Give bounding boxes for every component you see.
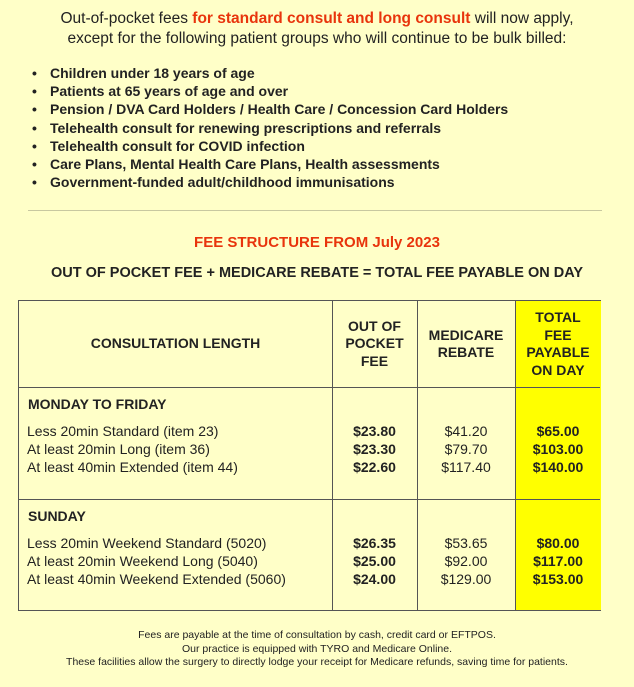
total-values: $80.00 $117.00 $153.00 — [532, 535, 584, 587]
fee-formula: OUT OF POCKET FEE + MEDICARE REBATE = TOTAL FEE PAYABLE ON DAY — [50, 265, 584, 281]
row-divider — [19, 387, 600, 388]
row-divider — [19, 499, 600, 500]
section-title-sunday: SUNDAY — [28, 508, 86, 524]
divider — [28, 210, 602, 211]
header-out-of-pocket-fee: OUT OF POCKET FEE — [345, 317, 404, 369]
out-of-pocket-values: $26.35 $25.00 $24.00 — [353, 535, 396, 587]
total-values: $65.00 $103.00 $140.00 — [532, 423, 584, 475]
intro-line-2: except for the following patient groups who will continue to be bulk billed: — [67, 30, 567, 47]
bullet-icon: • — [32, 83, 37, 100]
fee-structure-title: FEE STRUCTURE FROM July 2023 — [194, 234, 440, 251]
rebate-values: $41.20 $79.70 $117.40 — [441, 423, 491, 475]
list-item: • Care Plans, Mental Health Care Plans, Health assessments — [32, 156, 440, 173]
row-label: Less 20min Weekend Standard (5020) At least 20min Weekend Long (5040) At least 40min Weekend Extended (5060) — [27, 535, 286, 587]
rebate-values: $53.65 $92.00 $129.00 — [440, 535, 492, 587]
out-of-pocket-values: $23.80 $23.30 $22.60 — [353, 423, 396, 475]
intro-line-1: Out-of-pocket fees for standard consult and long consult will now apply, — [60, 10, 574, 27]
bullet-icon: • — [32, 65, 37, 81]
list-item: • Patients at 65 years of age and over — [32, 83, 289, 100]
intro-text — [0, 9, 634, 49]
bullet-icon: • — [32, 119, 37, 136]
list-item: • Children under 18 years of age — [32, 65, 255, 81]
bullet-icon: • — [32, 137, 37, 154]
fee-table — [18, 300, 601, 611]
header-medicare-rebate: MEDICARE REBATE — [428, 326, 504, 360]
section-title-weekday: MONDAY TO FRIDAY — [28, 396, 167, 412]
footer-note: Fees are payable at the time of consultation by cash, credit card or EFTPOS. Our practice is equipped with TYRO and Medicare Online. These facilities allow the surgery to directly lodge your receipt for Medicare refunds, saving time for patients. — [66, 629, 568, 668]
header-consultation-length: CONSULTATION LENGTH — [90, 335, 261, 352]
row-label: Less 20min Standard (item 23) At least 20min Long (item 36) At least 40min Extended (item 44) — [27, 423, 238, 475]
list-item: • Telehealth consult for renewing prescriptions and referrals — [32, 119, 442, 136]
list-item: • Government-funded adult/childhood immunisations — [32, 174, 395, 191]
list-item: • Pension / DVA Card Holders / Health Care / Concession Card Holders — [32, 101, 509, 118]
header-total-fee: TOTAL FEE PAYABLE ON DAY — [526, 309, 590, 378]
intro-highlight: for standard consult and long consult — [192, 10, 471, 27]
bullet-icon: • — [32, 156, 37, 173]
bulk-billed-groups-list — [32, 64, 508, 191]
bullet-icon: • — [32, 174, 37, 191]
bullet-icon: • — [32, 101, 37, 118]
list-item: • Telehealth consult for COVID infection — [32, 137, 305, 154]
